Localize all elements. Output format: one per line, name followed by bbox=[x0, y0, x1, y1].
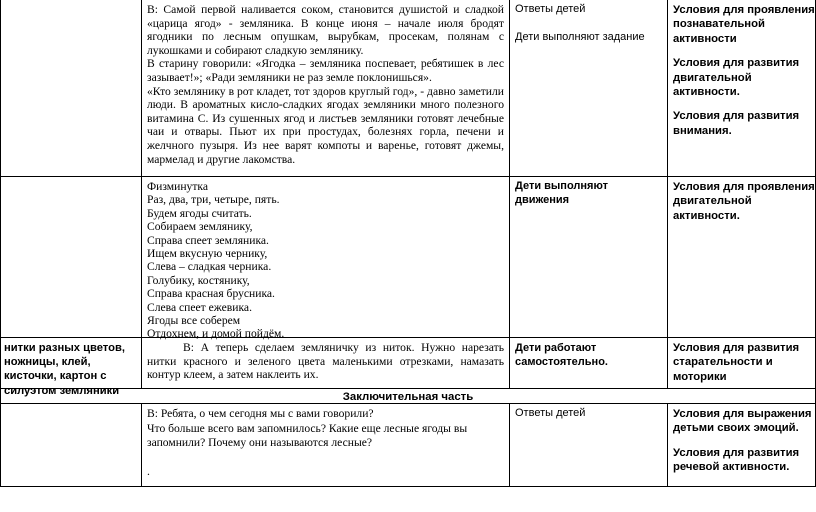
table-border bbox=[667, 403, 668, 486]
condition-speech: Условия для развития речевой активности. bbox=[673, 446, 800, 474]
condition-motor-activity: Условия для проявления двигательной активности. bbox=[673, 181, 815, 222]
poem-line: Слева спеет ежевика. bbox=[147, 300, 252, 314]
row4-line bbox=[147, 451, 504, 465]
poem-line: Справа спеет земляника. bbox=[147, 233, 269, 247]
children-answers: Ответы детей bbox=[515, 3, 586, 15]
material-line: нитки разных цветов, bbox=[4, 342, 125, 354]
children-task: Дети выполняют задание bbox=[515, 30, 645, 43]
row3-conditions bbox=[673, 341, 815, 384]
table-border bbox=[0, 486, 816, 487]
row1-children bbox=[515, 3, 665, 44]
children-movements: Дети выполняют движения bbox=[515, 180, 608, 206]
row4-content bbox=[147, 407, 504, 479]
poem-line: Собираем землянику, bbox=[147, 220, 253, 234]
table-border bbox=[141, 403, 142, 486]
children-answers-final: Ответы детей bbox=[515, 407, 586, 419]
row3-content bbox=[147, 341, 504, 382]
material-line: силуэтом земляники bbox=[4, 384, 120, 397]
row4-children bbox=[515, 407, 665, 421]
condition-line: Условия для развития bbox=[673, 342, 800, 354]
children-work-line: самостоятельно. bbox=[515, 356, 608, 369]
row2-children bbox=[515, 180, 665, 207]
poem-line: Голубику, костянику, bbox=[147, 273, 250, 287]
condition-attention: Условия для развития внимания. bbox=[673, 110, 800, 137]
row4-line: В: Ребята, о чем сегодня мы с вами говорили? bbox=[147, 407, 374, 420]
table-border bbox=[0, 0, 1, 486]
row1-content bbox=[147, 3, 504, 166]
row1-paragraph-3: «Кто землянику в рот кладет, тот здоров круглый год», - давно заметили люди. В ароматных кисло-сладких ягодах земляники много полезного витамина С. Из сушенных ягод и листьев земляники готовят лечебные чаи и отвары. Пьют их при простудах, болезнях горла, печени и желчного пузыря. Из нее варят компоты и варенье, готовят джемы, мармелад и другие лакомства. bbox=[147, 84, 504, 166]
material-line: кисточки, картон с bbox=[4, 370, 107, 383]
table-border bbox=[667, 0, 668, 388]
material-line: ножницы, клей, bbox=[4, 356, 91, 369]
condition-line: старательности и моторики bbox=[673, 356, 773, 383]
row1-paragraph-2: В старину говорили: «Ягодка – земляника поспевает, ребятишек в лес зазывает!»; «Ради земляники не раз земле поклонишься». bbox=[147, 57, 504, 84]
poem-line: Физминутка bbox=[147, 180, 208, 193]
poem-line: Ягоды все соберем bbox=[147, 314, 241, 328]
row1-conditions bbox=[673, 3, 815, 138]
table-border bbox=[141, 0, 142, 388]
condition-motor: Условия для развития двигательной активности. bbox=[673, 57, 800, 99]
row3-instruction: В: А теперь сделаем земляничку из ниток. Нужно нарезать нитки красного и зеленого цвета маленькими отрезками, намазать контур клеем, а затем наклеить их. bbox=[147, 341, 504, 382]
table-border bbox=[509, 0, 510, 388]
poem-line: Справа красная брусника. bbox=[147, 287, 275, 301]
row3-materials bbox=[4, 341, 140, 398]
section-title: Заключительная часть bbox=[342, 391, 474, 403]
row3-children bbox=[515, 341, 665, 369]
row4-line: запомнили? Почему они называются лесные? bbox=[147, 436, 373, 450]
table-border bbox=[0, 176, 816, 177]
table-border bbox=[509, 403, 510, 486]
children-work-line: Дети работают bbox=[515, 342, 597, 354]
row2-conditions bbox=[673, 180, 815, 223]
poem-line: Слева – сладкая черника. bbox=[147, 260, 272, 274]
row4-line: Что больше всего вам запомнилось? Какие еще лесные ягоды вы bbox=[147, 421, 468, 435]
condition-emotions: Условия для выражения детьми своих эмоций. bbox=[673, 408, 812, 435]
poem-line: Отдохнем, и домой пойдём. bbox=[147, 327, 285, 341]
row2-poem bbox=[147, 180, 504, 341]
poem-line: Будем ягоды считать. bbox=[147, 206, 252, 220]
poem-line: Раз, два, три, четыре, пять. bbox=[147, 193, 280, 207]
condition-cognitive: Условия для проявления познавательной активности bbox=[673, 4, 815, 45]
row4-line: . bbox=[147, 464, 150, 478]
row1-paragraph-1: В: Самой первой наливается соком, становится душистой и сладкой «царица ягод» - земляника. В конце июня – начале июля бродят ягодники по лесным опушкам, вырубкам, просекам, полянам с лукошками и собирают сладкую землянику. bbox=[147, 3, 504, 57]
poem-line: Ищем вкусную чернику, bbox=[147, 247, 268, 261]
row4-conditions bbox=[673, 407, 815, 475]
